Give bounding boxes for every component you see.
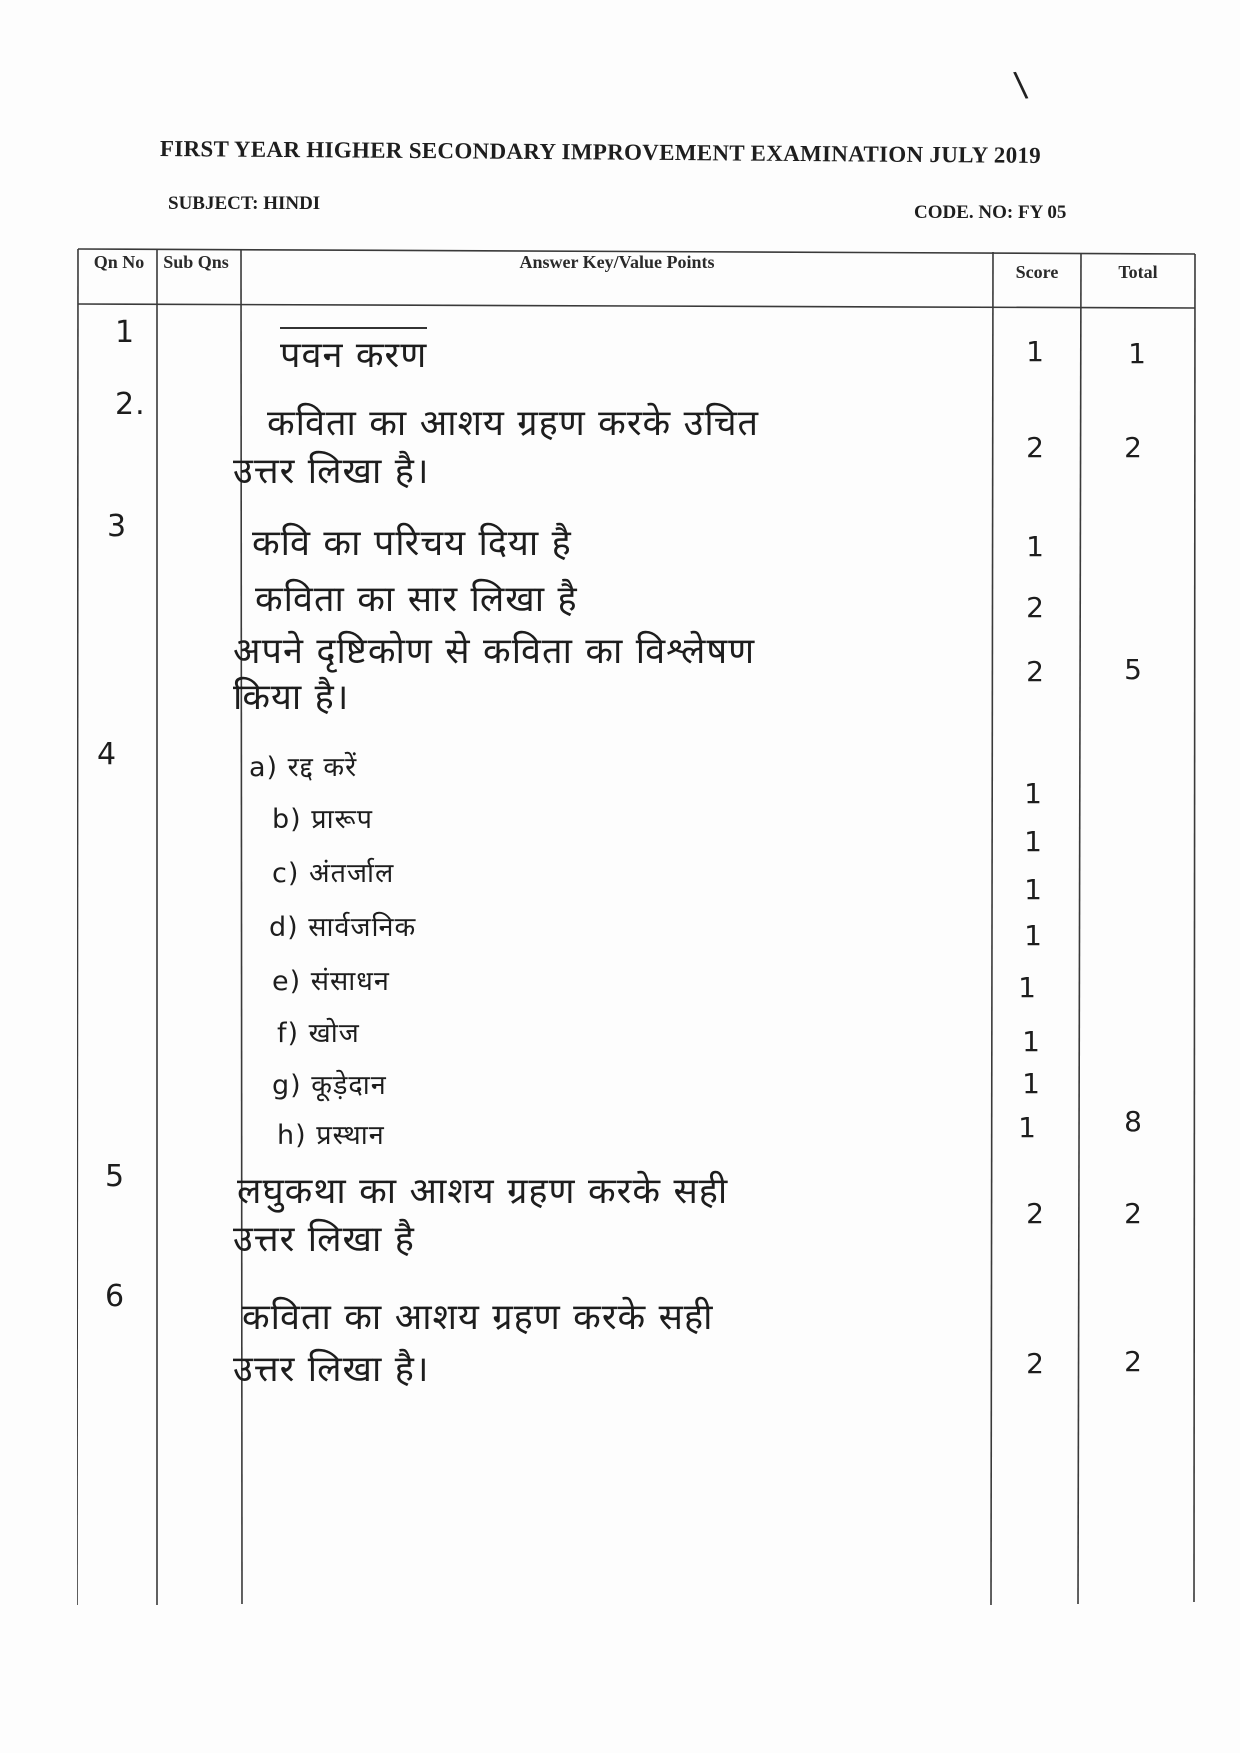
q3-answer-line3: अपने दृष्टिकोण से कविता का विश्लेषण [233, 631, 756, 672]
q2-answer-line2: उत्तर लिखा है। [233, 451, 430, 492]
q4-item-c: c) अंतर्जाल [272, 858, 395, 889]
answer-key-table [77, 247, 1197, 1607]
q4-score-f: 1 [1022, 1025, 1040, 1058]
q4-item-e: e) संसाधन [272, 966, 390, 997]
q2-score: 2 [1026, 431, 1044, 464]
q6-answer-line1: कविता का आशय ग्रहण करके सही [242, 1297, 714, 1338]
header-total: Total [1118, 262, 1158, 282]
q4-item-d: d) सार्वजनिक [269, 912, 417, 943]
q2-number: 2. [115, 387, 146, 422]
q4-item-a: a) रद्द करें [249, 752, 358, 783]
q4-item-b: b) प्रारूप [272, 804, 373, 835]
q4-score-a: 1 [1024, 777, 1042, 810]
q5-answer-line2: उत्तर लिखा है [233, 1219, 415, 1260]
q2-answer-line1: कविता का आशय ग्रहण करके उचित [267, 403, 760, 444]
q6-score: 2 [1026, 1347, 1044, 1380]
q3-number: 3 [107, 509, 128, 544]
subject-label: SUBJECT: HINDI [168, 193, 321, 214]
q3-total: 5 [1124, 653, 1142, 686]
q5-answer-line1: लघुकथा का आशय ग्रहण करके सही [237, 1171, 729, 1212]
q3-score2: 2 [1026, 591, 1044, 624]
q1-number: 1 [115, 315, 136, 350]
q3-answer-line4: किया है। [233, 677, 350, 718]
q5-number: 5 [105, 1159, 126, 1194]
q6-number: 6 [105, 1279, 126, 1314]
header-score: Score [1015, 262, 1059, 282]
q4-score-d: 1 [1024, 919, 1042, 952]
q6-answer-line2: उत्तर लिखा है। [233, 1349, 430, 1390]
q4-item-h: h) प्रस्थान [277, 1120, 385, 1151]
q3-answer-line1: कवि का परिचय दिया है [252, 523, 572, 564]
q4-item-g: g) कूड़ेदान [272, 1070, 387, 1101]
q1-total: 1 [1128, 337, 1146, 370]
q4-score-c: 1 [1024, 873, 1042, 906]
q4-item-f: f) खोज [277, 1018, 360, 1049]
q6-total: 2 [1124, 1345, 1142, 1378]
q3-score3: 2 [1026, 655, 1044, 688]
header-sub-qns: Sub Qns [163, 252, 229, 272]
q5-score: 2 [1026, 1197, 1044, 1230]
header-answer-key: Answer Key/Value Points [519, 252, 715, 272]
q4-number: 4 [97, 737, 118, 772]
q4-score-e: 1 [1018, 971, 1036, 1004]
header-qn-no: Qn No [93, 252, 145, 272]
q2-total: 2 [1124, 431, 1142, 464]
q4-score-b: 1 [1024, 825, 1042, 858]
q4-total: 8 [1124, 1105, 1142, 1138]
corner-mark: \ [1012, 64, 1030, 106]
code-number: CODE. NO: FY 05 [914, 202, 1067, 223]
q5-total: 2 [1124, 1197, 1142, 1230]
exam-title: FIRST YEAR HIGHER SECONDARY IMPROVEMENT EXAMINATION JULY 2019 [159, 136, 1042, 168]
q4-score-g: 1 [1022, 1067, 1040, 1100]
q3-answer-line2: कविता का सार लिखा है [255, 579, 578, 620]
q1-answer: पवन करण [280, 327, 427, 378]
q1-score: 1 [1026, 335, 1044, 368]
q4-score-h: 1 [1018, 1111, 1036, 1144]
q3-score1: 1 [1026, 530, 1044, 563]
